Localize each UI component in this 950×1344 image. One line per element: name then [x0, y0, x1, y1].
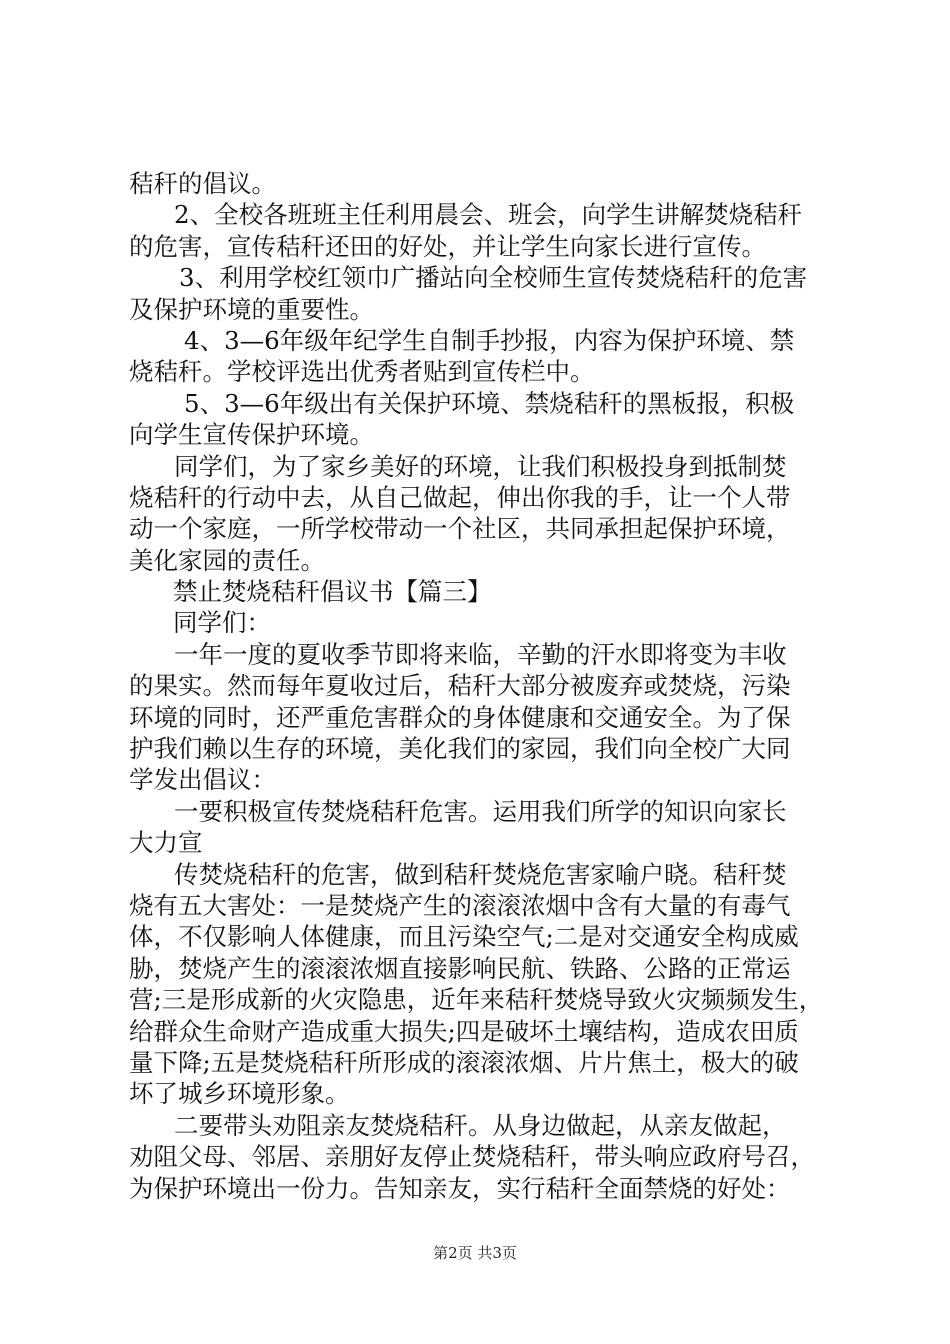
text-line: 为保护环境出一份力。告知亲友，实行秸秆全面禁烧的好处： — [129, 1173, 791, 1203]
text-line: 劝阻父母、邻居、亲朋好友停止焚烧秸秆，带头响应政府号召， — [129, 1142, 815, 1172]
text-line: 营;三是形成新的火灾隐患，近年来秸秆焚烧导致火灾频频发生， — [129, 985, 824, 1015]
text-line: 体，不仅影响人体健康，而且污染空气;二是对交通安全构成威 — [129, 922, 799, 952]
text-line: 一要积极宣传焚烧秸秆危害。运用我们所学的知识向家长 — [174, 796, 787, 826]
text-line: 一年一度的夏收季节即将来临，辛勤的汗水即将变为丰收 — [174, 639, 787, 669]
text-line: 的果实。然而每年夏收过后，秸秆大部分被废弃或焚烧，污染 — [129, 671, 791, 701]
text-line: 的危害，宣传秸秆还田的好处，并让学生向家长进行宣传。 — [129, 231, 766, 261]
text-line: 给群众生命财产造成重大损失;四是破坏土壤结构，造成农田质 — [129, 1016, 799, 1046]
text-line: 坏了城乡环境形象。 — [129, 1079, 350, 1109]
salutation: 同学们： — [173, 608, 271, 638]
text-line: 环境的同时，还严重危害群众的身体健康和交通安全。为了保 — [129, 702, 791, 732]
text-line: 2、全校各班班主任利用晨会、班会，向学生讲解焚烧秸秆 — [174, 200, 803, 230]
text-line: 大力宣 — [129, 828, 203, 858]
page-number-footer: 第2页 共3页 — [433, 1244, 517, 1262]
text-line: 量下降;五是焚烧秸秆所形成的滚滚浓烟、片片焦土，极大的破 — [129, 1047, 799, 1077]
text-line: 烧有五大害处：一是焚烧产生的滚滚浓烟中含有大量的有毒气 — [129, 890, 791, 920]
text-line: 美化家园的责任。 — [129, 545, 325, 575]
section-heading: 禁止焚烧秸秆倡议书【篇三】 — [173, 577, 492, 607]
text-line: 烧秸秆。学校评选出优秀者贴到宣传栏中。 — [129, 357, 595, 387]
text-line: 4、3—6年级年纪学生自制手抄报，内容为保护环境、禁 — [184, 325, 795, 355]
text-line: 向学生宣传保护环境。 — [129, 420, 374, 450]
text-line: 动一个家庭，一所学校带动一个社区，共同承担起保护环境， — [129, 514, 791, 544]
text-line: 及保护环境的重要性。 — [129, 294, 374, 324]
text-line: 护我们赖以生存的环境，美化我们的家园，我们向全校广大同 — [129, 734, 791, 764]
text-line: 同学们，为了家乡美好的环境，让我们积极投身到抵制焚 — [174, 451, 787, 481]
text-line: 秸秆的倡议。 — [129, 169, 276, 198]
text-line: 学发出倡议： — [129, 765, 276, 795]
document-body — [129, 168, 829, 1204]
text-line: 二要带头劝阻亲友焚烧秸秆。从身边做起，从亲友做起， — [174, 1110, 787, 1140]
text-line: 5、3—6年级出有关保护环境、禁烧秸秆的黑板报，积极 — [184, 388, 795, 418]
text-line: 传焚烧秸秆的危害，做到秸秆焚烧危害家喻户晓。秸秆焚 — [174, 859, 787, 889]
text-line: 3、利用学校红领巾广播站向全校师生宣传焚烧秸秆的危害 — [179, 263, 808, 293]
text-line: 胁，焚烧产生的滚滚浓烟直接影响民航、铁路、公路的正常运 — [129, 953, 791, 983]
text-line: 烧秸秆的行动中去，从自己做起，伸出你我的手，让一个人带 — [129, 482, 791, 512]
